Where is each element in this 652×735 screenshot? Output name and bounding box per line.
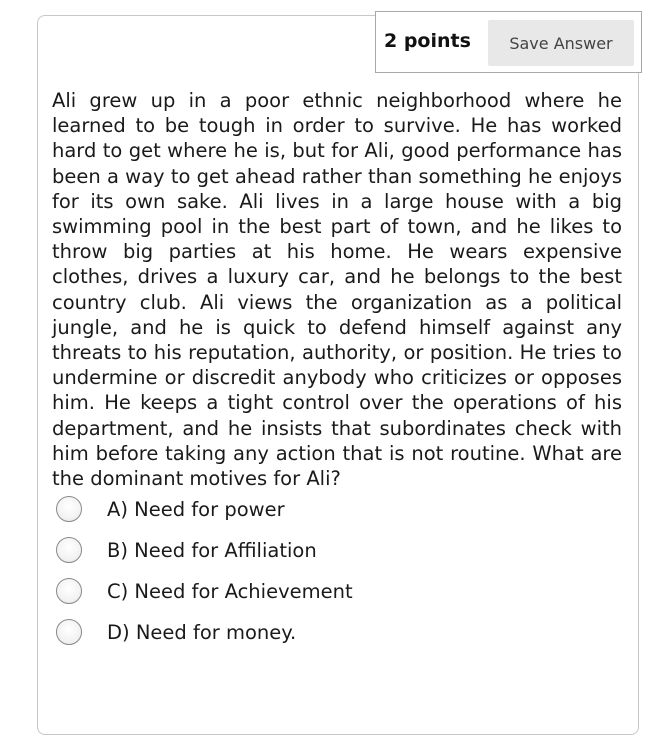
radio-button-b[interactable] (56, 537, 82, 563)
save-answer-button[interactable]: Save Answer (488, 20, 634, 66)
question-text: Ali grew up in a poor ethnic neighborhood where he learned to be tough in order to survive. He has worked hard to get where he is, but for Ali, good performance has been a way to get ahead rather than something he enjoys for its own sake. Ali lives in a large house with a big swimming pool in the best part of town, and he likes to throw big parties at his home. He wears expensive clothes, drives a luxury car, and he belongs to the best country club. Ali views the organization as a political jungle, and he is quick to defend himself against any threats to his reputation, authority, or position. He tries to undermine or discredit anybody who criticizes or opposes him. He keeps a tight control over the operations of his department, and he insists that subordinates check with him before taking any action that is not routine. What are the dominant motives for Ali? (52, 89, 622, 491)
option-a[interactable] (56, 493, 285, 525)
option-c[interactable] (56, 575, 353, 607)
option-d[interactable] (56, 616, 296, 648)
points-label: 2 points (384, 30, 471, 52)
option-c-label: C) Need for Achievement (107, 579, 353, 603)
option-b[interactable] (56, 534, 317, 566)
radio-button-d[interactable] (56, 619, 82, 645)
question-header (375, 11, 642, 73)
radio-button-c[interactable] (56, 578, 82, 604)
radio-button-a[interactable] (56, 496, 82, 522)
option-b-label: B) Need for Affiliation (107, 538, 317, 562)
option-a-label: A) Need for power (107, 497, 285, 521)
option-d-label: D) Need for money. (107, 620, 297, 644)
